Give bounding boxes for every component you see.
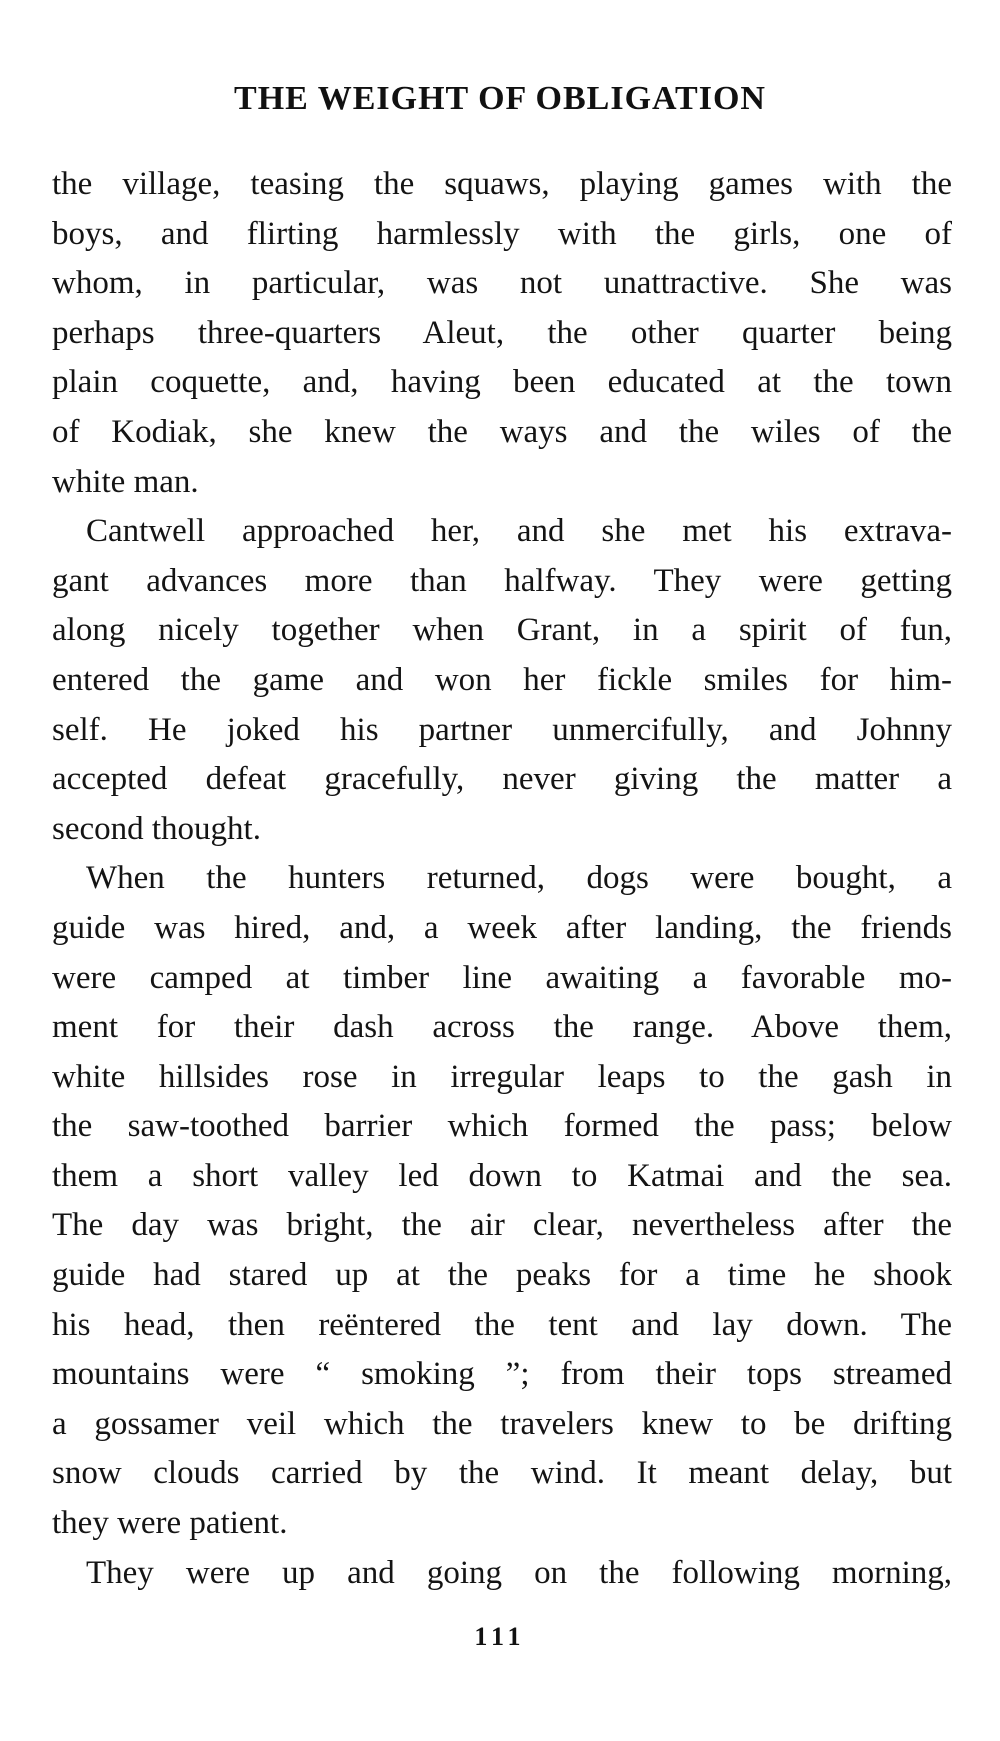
page-number: 111 [474,1622,526,1651]
running-head: THE WEIGHT OF OBLIGATION [234,80,766,117]
text-line: entered the game and won her fickle smiles for him- [52,661,952,698]
text-line: self. He joked his partner unmercifully, and Johnny [52,711,952,748]
text-line: them a short valley led down to Katmai and the sea. [52,1157,952,1194]
text-line: perhaps three-quarters Aleut, the other quarter being [52,314,952,351]
text-line: white man. [52,463,199,500]
text-line: of Kodiak, she knew the ways and the wiles of the [52,413,952,450]
text-line: snow clouds carried by the wind. It meant delay, but [52,1455,952,1492]
text-line: plain coquette, and, having been educated at the town [52,364,952,401]
text-line: The day was bright, the air clear, nevertheless after the [52,1207,952,1244]
text-line: a gossamer veil which the travelers knew to be drifting [52,1405,952,1442]
text-line: guide had stared up at the peaks for a time he shook [52,1257,952,1294]
text-line: were camped at timber line awaiting a favorable mo- [52,959,952,996]
text-line: white hillsides rose in irregular leaps to the gash in [52,1058,952,1095]
text-line: boys, and flirting harmlessly with the girls, one of [52,215,952,252]
text-line: guide was hired, and, a week after landing, the friends [52,909,952,946]
body-text [52,160,952,1598]
text-line: accepted defeat gracefully, never giving the matter a [52,761,952,798]
text-line: they were patient. [52,1505,288,1542]
text-line: his head, then reëntered the tent and lay down. The [52,1306,952,1343]
text-line: along nicely together when Grant, in a spirit of fun, [52,612,952,649]
text-line: the village, teasing the squaws, playing games with the [52,166,952,202]
text-line: mountains were “ smoking ”; from their tops streamed [52,1356,952,1393]
text-line: the saw-toothed barrier which formed the pass; below [52,1108,952,1145]
text-line: gant advances more than halfway. They were getting [52,562,952,599]
text-line: They were up and going on the following morning, [86,1554,952,1591]
text-line: ment for their dash across the range. Above them, [52,1009,952,1046]
text-line: whom, in particular, was not unattractive. She was [52,265,952,302]
text-line: Cantwell approached her, and she met his extrava- [86,513,952,550]
text-line: second thought. [52,810,261,847]
text-line: When the hunters returned, dogs were bought, a [86,860,952,897]
